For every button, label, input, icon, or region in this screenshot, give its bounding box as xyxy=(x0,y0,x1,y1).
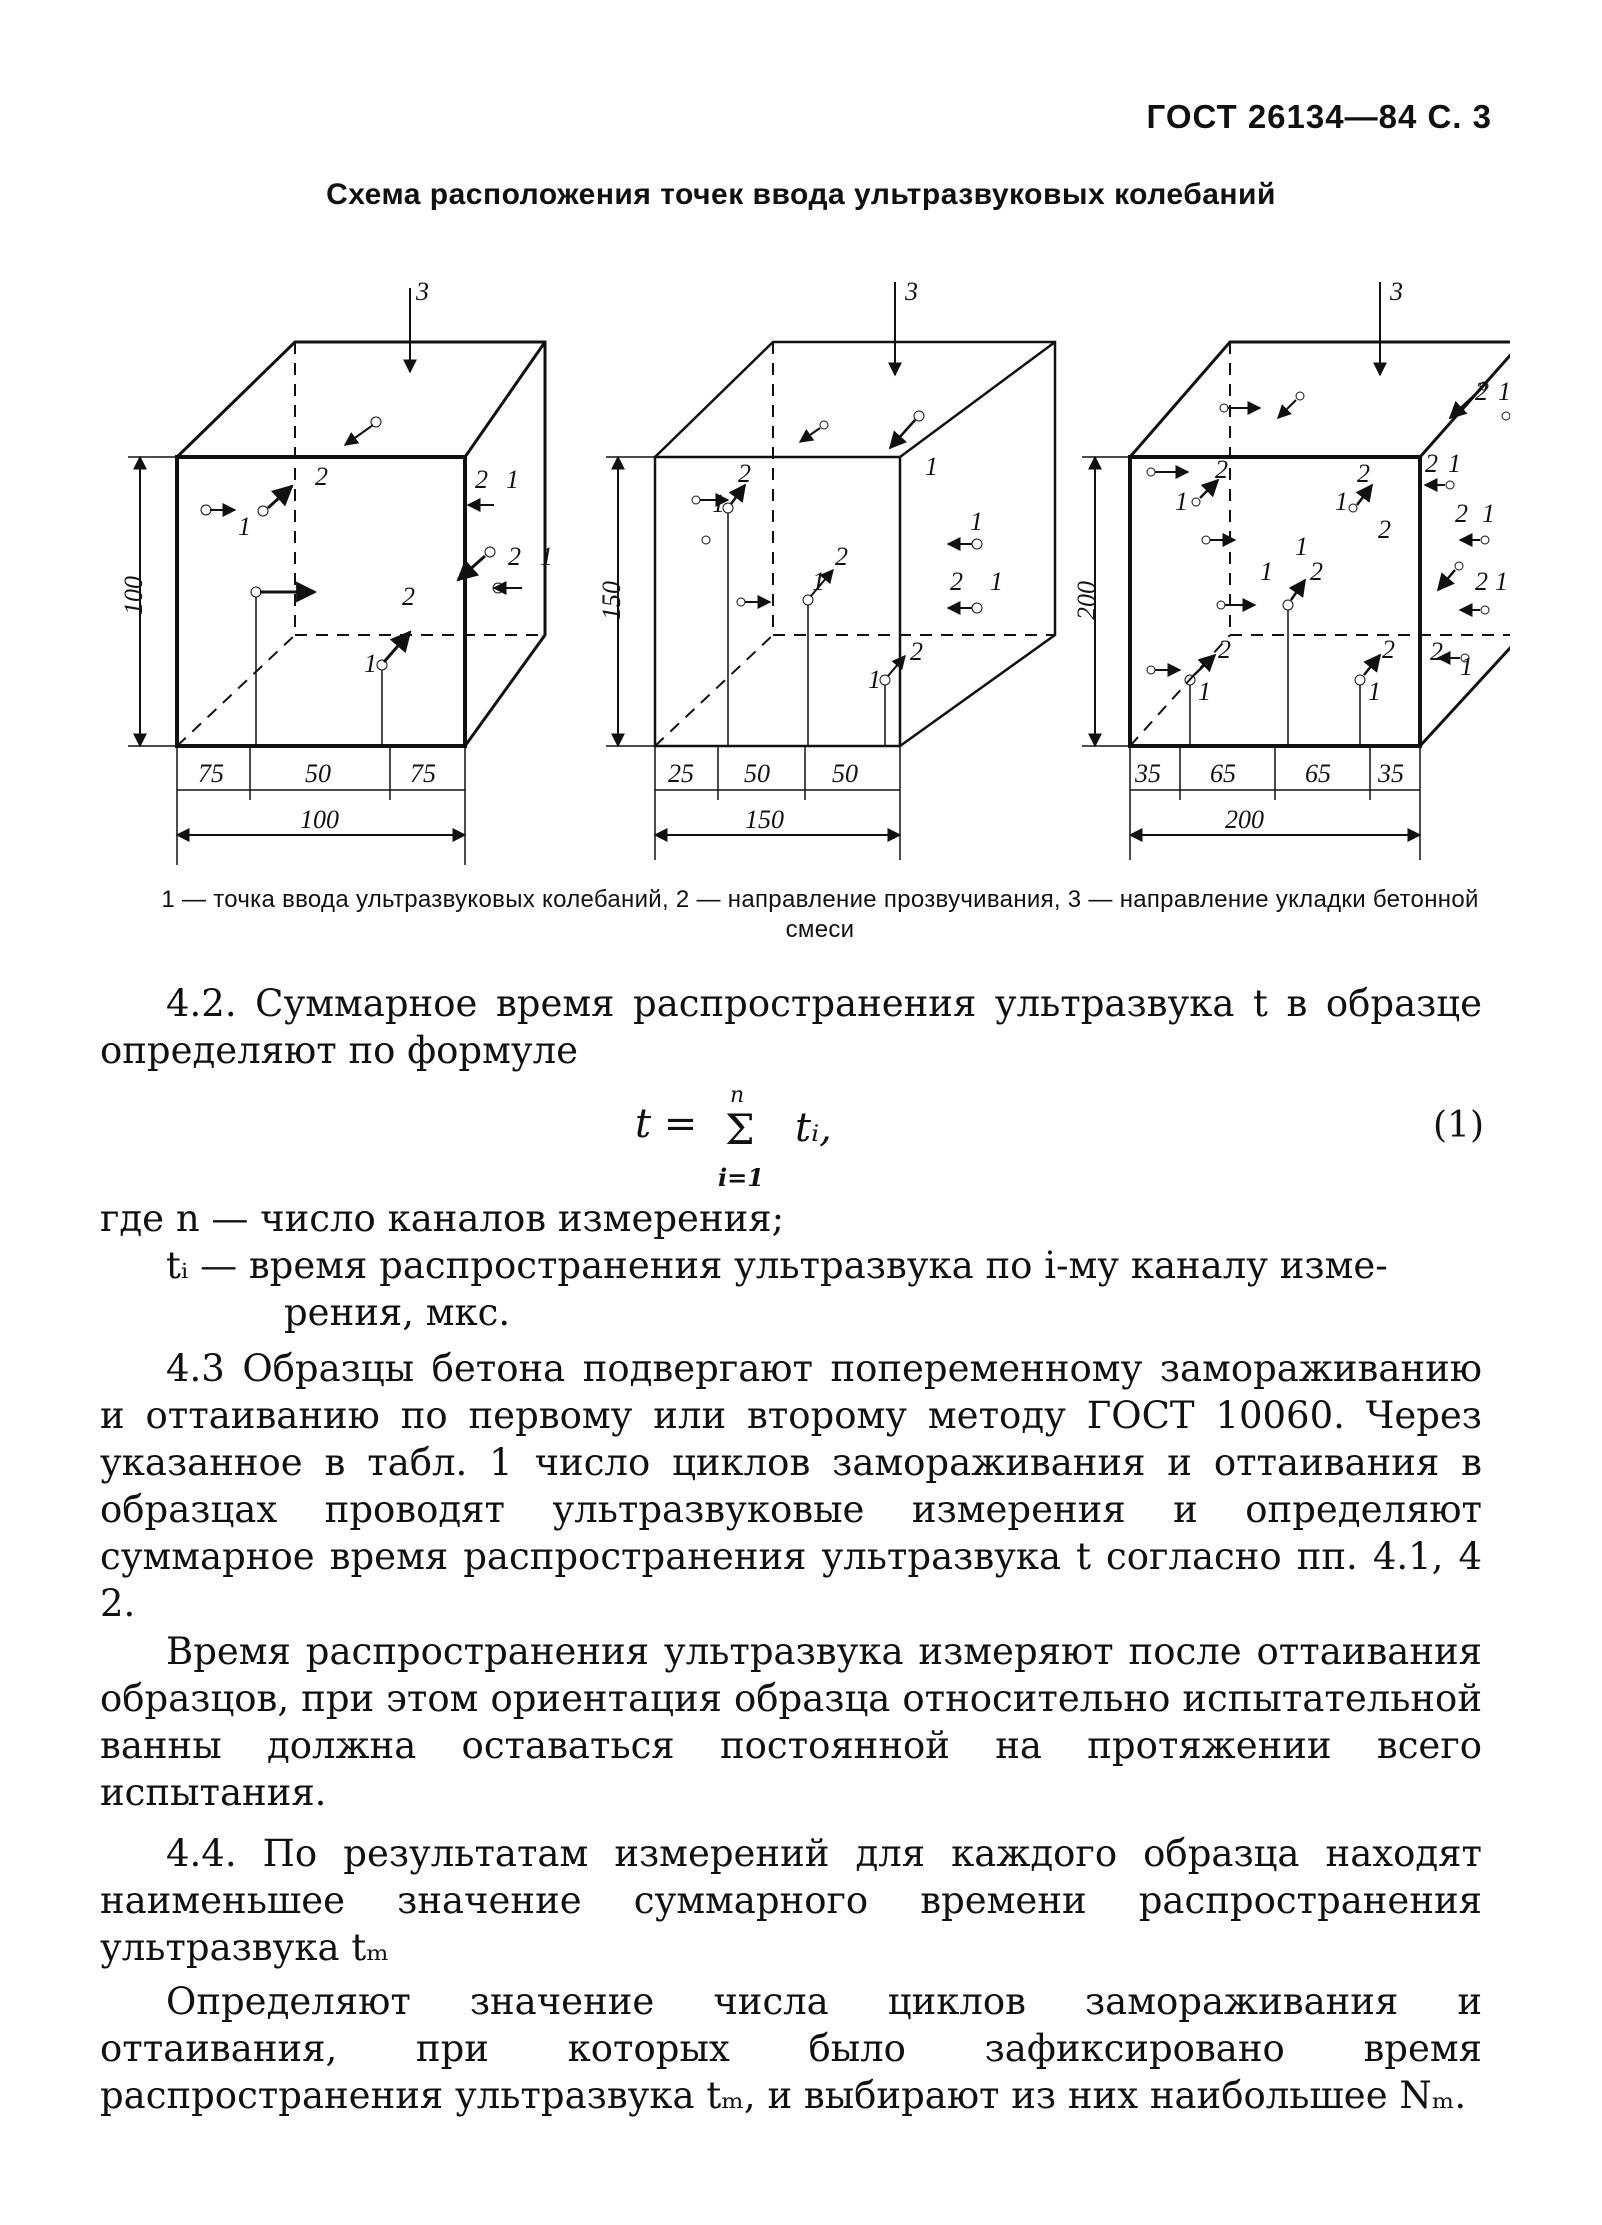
cube-150-label-2c: 2 xyxy=(950,567,963,596)
figure-legend: 1 — точка ввода ультразвуковых колебаний, 2 — направление прозвучивания, 3 — направление укладки бетонной смеси xyxy=(161,886,1479,943)
cube-200-label-1g: 1 xyxy=(1448,449,1461,478)
paragraph-4-4 xyxy=(100,1830,1482,1971)
formula-legend-ti-line1: tᵢ — время распространения ультразвука по i-му каналу изме- xyxy=(166,1244,1388,1287)
cube-200-label-1c: 1 xyxy=(1295,532,1308,561)
cube-150-dim-3: 50 xyxy=(832,759,858,788)
cube-100-label-3: 3 xyxy=(416,277,429,306)
cube-200-label-2e: 2 xyxy=(1218,635,1231,664)
cube-150-label-3: 3 xyxy=(905,277,918,306)
cube-100-labels xyxy=(120,277,553,834)
cube-200-label-2k: 2 xyxy=(1475,377,1488,406)
cube-200-label-2i: 2 xyxy=(1475,567,1488,596)
cube-200-label-2b: 2 xyxy=(1357,459,1370,488)
paragraph-time xyxy=(100,1628,1482,1816)
cube-200-label-1h: 1 xyxy=(1482,499,1495,528)
cube-200-label-1d: 1 xyxy=(1260,557,1273,586)
formula-legend-ti-line2: рения, мкс. xyxy=(284,1291,511,1334)
formula-legend-ti xyxy=(100,1242,1482,1336)
paragraph-define-text: Определяют значение числа циклов замораживания и оттаивания, при которых было зафиксировано время распространения ультразвука tₘ, и выбирают из них наибольшее Nₘ. xyxy=(100,1980,1482,2117)
cube-100-dim-2: 50 xyxy=(305,759,331,788)
cube-200-labels xyxy=(1072,277,1510,834)
formula-upper-limit: n xyxy=(730,1083,745,1108)
cube-150-labels xyxy=(597,277,1003,834)
cube-200-label-1k: 1 xyxy=(1498,377,1510,406)
paragraph-define xyxy=(100,1978,1482,2119)
paragraph-4-3 xyxy=(100,1345,1482,1627)
cube-100-label-1a: 1 xyxy=(238,512,251,541)
figure-title: Схема расположения точек ввода ультразвуковых колебаний xyxy=(326,178,1276,211)
cube-150-label-1f: 1 xyxy=(868,665,881,694)
formula-term: tᵢ, xyxy=(795,1105,832,1151)
cube-100-label-2c: 2 xyxy=(508,542,521,571)
cube-150-label-1c: 1 xyxy=(925,452,938,481)
cube-200-dim-4: 35 xyxy=(1378,759,1404,788)
cube-150-label-2d: 2 xyxy=(910,637,923,666)
figure-diagrams xyxy=(120,260,1510,880)
cube-200-height-label: 200 xyxy=(1072,581,1101,620)
cube-200-label-2j: 2 xyxy=(1430,637,1443,666)
cube-200-label-2a: 2 xyxy=(1215,455,1228,484)
cube-200-label-3: 3 xyxy=(1390,277,1403,306)
cube-150-dim-2: 50 xyxy=(744,759,770,788)
cube-200-dim-2: 65 xyxy=(1210,759,1236,788)
formula-sum-sign: Σ xyxy=(725,1105,755,1154)
cube-100-total-dim: 100 xyxy=(300,805,339,834)
formula-legend xyxy=(100,1195,1482,1336)
cube-100-label-1d: 1 xyxy=(364,649,377,678)
cube-200-label-1e: 1 xyxy=(1198,677,1211,706)
cube-100-height-label: 100 xyxy=(120,576,148,615)
cube-150-label-1a: 1 xyxy=(712,489,725,518)
formula-lhs: t = xyxy=(635,1101,698,1147)
cube-150-total-dim: 150 xyxy=(745,805,784,834)
cube-100-label-2a: 2 xyxy=(315,462,328,491)
cube-150-label-1b: 1 xyxy=(812,567,825,596)
cube-100-label-1b: 1 xyxy=(506,465,519,494)
cube-100-dim-3: 75 xyxy=(410,759,436,788)
paragraph-4-2-text: 4.2. Суммарное время распространения ультразвука t в образце определяют по формуле xyxy=(100,982,1482,1072)
formula-legend-n: где n — число каналов измерения; xyxy=(100,1197,785,1240)
cube-200-label-2f: 2 xyxy=(1382,635,1395,664)
cube-200-label-2h: 2 xyxy=(1455,499,1468,528)
cube-200-label-1a: 1 xyxy=(1175,487,1188,516)
cube-100 xyxy=(128,288,545,865)
paragraph-4-2 xyxy=(100,980,1482,1074)
cube-200-label-1j: 1 xyxy=(1460,652,1473,681)
cube-100-label-2b: 2 xyxy=(475,465,488,494)
page-header: ГОСТ 26134—84 С. 3 xyxy=(1146,98,1492,135)
formula-lower-limit: i=1 xyxy=(718,1163,764,1192)
cube-100-label-1c: 1 xyxy=(540,542,553,571)
cube-200-label-2c: 2 xyxy=(1378,515,1391,544)
cube-150-label-2b: 2 xyxy=(835,542,848,571)
paragraph-time-text: Время распространения ультразвука измеряют после оттаивания образцов, при этом ориентация образца относительно испытательной ванны должна оставаться постоянной на протяжении всего испытания. xyxy=(100,1630,1482,1814)
cube-150-label-1e: 1 xyxy=(990,567,1003,596)
cube-150-height-label: 150 xyxy=(597,581,626,620)
cube-150-dim-1: 25 xyxy=(668,759,694,788)
cube-200-label-1i: 1 xyxy=(1495,567,1508,596)
cube-200-label-2d: 2 xyxy=(1310,557,1323,586)
cube-200-dim-3: 65 xyxy=(1305,759,1331,788)
paragraph-4-3-text: 4.3 Образцы бетона подвергают попеременному замораживанию и оттаиванию по первому или второму методу ГОСТ 10060. Через указанное в табл. 1 число циклов замораживания и оттаивания в образцах проводят ультразвуковые измерения и определяют суммарное время распространения ультразвука t согласно пп. 4.1, 4 2. xyxy=(100,1347,1482,1625)
formula-number: (1) xyxy=(1433,1105,1484,1146)
formula-1 xyxy=(0,1083,1602,1213)
paragraph-4-4-text: 4.4. По результатам измерений для каждого образца находят наименьшее значение суммарного времени распространения ультразвука tₘ xyxy=(100,1832,1482,1969)
cube-200-total-dim: 200 xyxy=(1225,805,1264,834)
cube-150-label-2a: 2 xyxy=(738,459,751,488)
cube-200-label-2g: 2 xyxy=(1425,449,1438,478)
cube-100-dim-1: 75 xyxy=(198,759,224,788)
cube-150-label-1d: 1 xyxy=(970,507,983,536)
cube-200-dim-1: 35 xyxy=(1135,759,1161,788)
cube-100-label-2d: 2 xyxy=(402,582,415,611)
cube-200-label-1f: 1 xyxy=(1368,677,1381,706)
cube-200-label-1b: 1 xyxy=(1335,487,1348,516)
